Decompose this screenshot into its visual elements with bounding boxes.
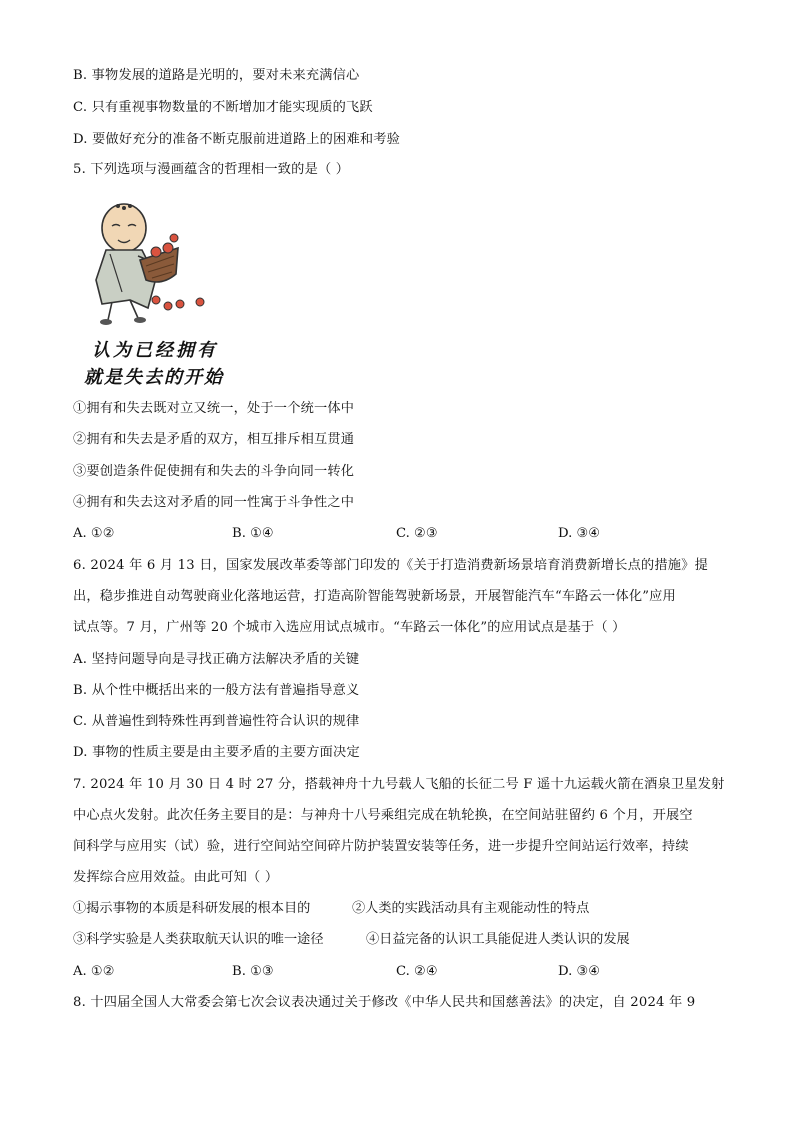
q5-choice-c: C. ②③ [396,526,438,541]
q7-stem-line-4: 发挥综合应用效益。由此可知（ ） [73,870,279,885]
q4-option-c: C. 只有重视事物数量的不断增加才能实现质的飞跃 [73,100,373,115]
q7-statement-2: ②人类的实践活动具有主观能动性的特点 [352,901,590,916]
q7-choice-d: D. ③④ [558,964,601,979]
q5-statement-1: ①拥有和失去既对立又统一，处于一个统一体中 [73,401,355,416]
q7-stem-line-1: 7. 2024 年 10 月 30 日 4 时 27 分，搭载神舟十九号载人飞船的长征二号 F 遥十九运载火箭在酒泉卫星发射 [73,777,725,792]
q6-option-b: B. 从个性中概括出来的一般方法有普遍指导意义 [73,683,360,698]
q6-option-c: C. 从普遍性到特殊性再到普遍性符合认识的规律 [73,714,360,729]
q6-option-d: D. 事物的性质主要是由主要矛盾的主要方面决定 [73,745,360,760]
q6-option-a: A. 坚持问题导向是寻找正确方法解决矛盾的关键 [73,652,360,667]
q5-stem: 5. 下列选项与漫画蕴含的哲理相一致的是（ ） [73,162,350,177]
q4-option-d: D. 要做好充分的准备不断克服前进道路上的困难和考验 [73,132,400,147]
q6-stem-line-1: 6. 2024 年 6 月 13 日，国家发展改革委等部门印发的《关于打造消费新场景培育消费新增长点的措施》提 [73,558,708,573]
q6-stem-line-2: 出，稳步推进自动驾驶商业化落地运营，打造高阶智能驾驶新场景，开展智能汽车“车路云一体化”应用 [73,589,676,604]
q7-stem-line-2: 中心点火发射。此次任务主要目的是：与神舟十八号乘组完成在轨轮换，在空间站驻留约 6 个月，开展空 [73,808,693,823]
cartoon-caption-line-2: 就是失去的开始 [84,367,224,388]
q7-statement-1: ①揭示事物的本质是科研发展的根本目的 [73,901,311,916]
q5-choice-a: A. ①② [73,526,115,541]
q4-option-b: B. 事物发展的道路是光明的，要对未来充满信心 [73,68,360,83]
q5-statement-2: ②拥有和失去是矛盾的双方，相互排斥相互贯通 [73,432,355,447]
q7-choice-c: C. ②④ [396,964,438,979]
q5-choice-d: D. ③④ [558,526,601,541]
q7-stem-line-3: 间科学与应用实（试）验，进行空间站空间碎片防护装置安装等任务，进一步提升空间站运行效率，持续 [73,839,689,854]
q8-stem-line-1: 8. 十四届全国人大常委会第七次会议表决通过关于修改《中华人民共和国慈善法》的决定，自 2024 年 9 [73,995,696,1010]
q5-choice-b: B. ①④ [232,526,274,541]
q5-statement-3: ③要创造条件促使拥有和失去的斗争向同一转化 [73,464,355,479]
cartoon-caption-line-1: 认为已经拥有 [92,340,218,361]
q5-statement-4: ④拥有和失去这对矛盾的同一性寓于斗争性之中 [73,495,355,510]
q7-choice-b: B. ①③ [232,964,274,979]
q6-stem-line-3: 试点等。7 月，广州等 20 个城市入选应用试点城市。“车路云一体化”的应用试点是基于（ ） [73,620,626,635]
q7-statement-4: ④日益完备的认识工具能促进人类认识的发展 [366,932,630,947]
q7-statement-3: ③科学实验是人类获取航天认识的唯一途径 [73,932,324,947]
q7-choice-a: A. ①② [73,964,115,979]
